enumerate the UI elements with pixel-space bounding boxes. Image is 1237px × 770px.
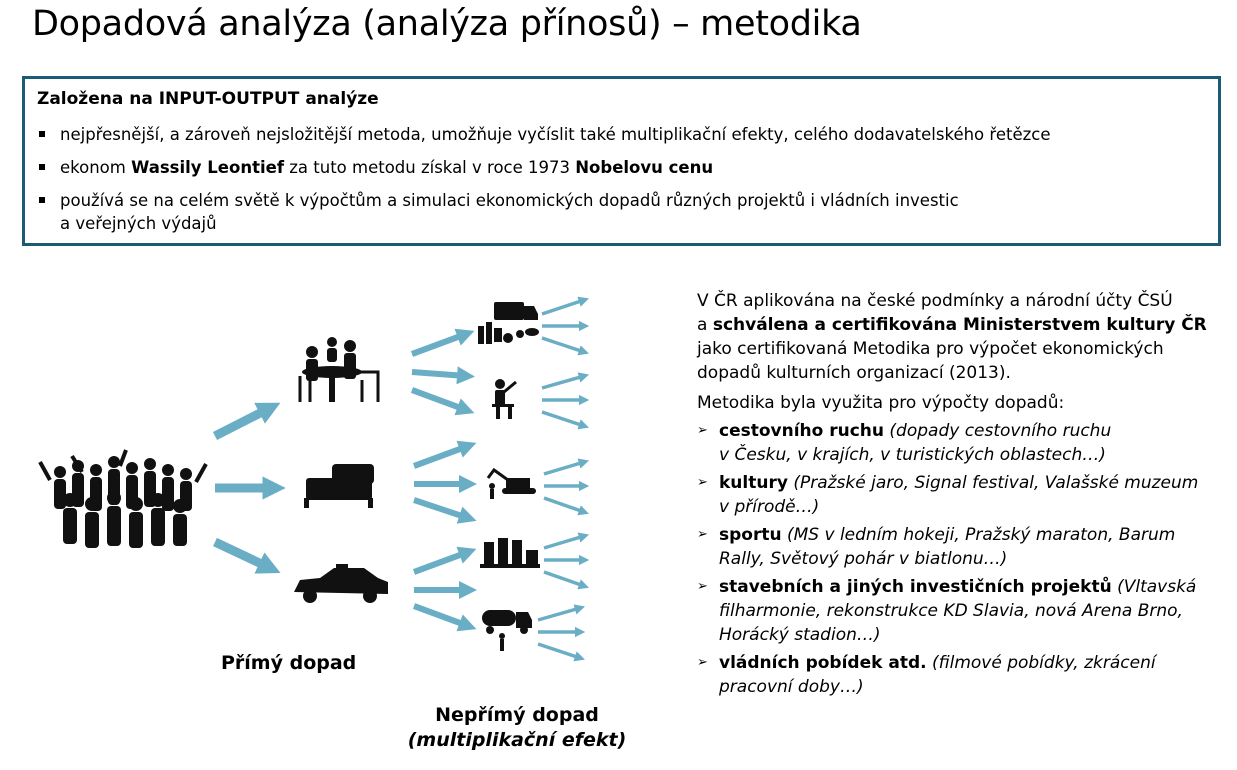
intro-line: a schválena a certifikována Ministerstvem kultury ČR [697,315,1207,335]
tanker-truck-icon [482,610,532,651]
box-bullet-list [37,123,1197,245]
methodology-box [22,76,1221,246]
usage-item: ➢ kultury (Pražské jaro, Signal festival, Valašské muzeum v přírodě…) [697,471,1217,519]
power-plant-icon [480,538,540,568]
bed-icon [304,464,374,508]
restaurant-icon [300,337,378,402]
indirect-impact-title: Nepřímý dopad [435,704,599,726]
intro-line: dopadů kulturních organizací (2013). [697,363,1011,383]
usage-item: ➢ sportu (MS v ledním hokeji, Pražský maraton, Barum Rally, Světový pohár v biatlonu…) [697,523,1217,571]
intro-line: jako certifikovaná Metodika pro výpočet ekonomických [697,339,1164,359]
usage-list [697,419,1217,699]
page-title: Dopadová analýza (analýza přínosů) – metodika [32,4,862,44]
usage-item: ➢ vládních pobídek atd. (filmové pobídky, zkrácení pracovní doby…) [697,651,1217,699]
primary-impact-label: Přímý dopad [221,652,357,674]
indirect-impact-label [404,703,630,753]
methodology-description [697,289,1217,699]
usage-item: ➢ stavebních a jiných investičních projektů (Vltavská filharmonie, rekonstrukce KD Slavia, nová Arena Brno, Horácký stadion…) [697,575,1217,647]
primary-arrows [215,408,274,568]
taxi-icon [294,564,388,603]
crowd-icon [40,450,206,548]
usage-lead: Metodika byla využita pro výpočty dopadů: [697,393,1065,413]
tertiary-arrows [538,300,584,658]
box-bullet: ekonom Wassily Leontief za tuto metodu získal v roce 1973 Nobelovu cenu [37,156,1197,179]
usage-item: ➢ cestovního ruchu (dopady cestovního ruchu v Česku, v krajích, v turistických oblastech…) [697,419,1217,467]
chef-icon [492,379,516,419]
box-bullet: nejpřesnější, a zároveň nejsložitější metoda, umožňuje vyčíslit také multiplikační efekty, celého dodavatelského řetězce [37,123,1197,146]
excavator-icon [488,470,536,499]
intro-line: V ČR aplikována na české podmínky a národní účty ČSÚ [697,291,1173,311]
impact-diagram [0,270,680,770]
box-bullet: používá se na celém světě k výpočtům a simulaci ekonomických dopadů různých projektů i vládních investic a veřejných výdajů [37,189,1197,235]
secondary-arrows [412,334,468,626]
indirect-impact-subtitle: (multiplikační efekt) [407,729,627,751]
box-heading: Založena na INPUT-OUTPUT analýze [37,89,379,109]
delivery-truck-icon [478,302,539,344]
